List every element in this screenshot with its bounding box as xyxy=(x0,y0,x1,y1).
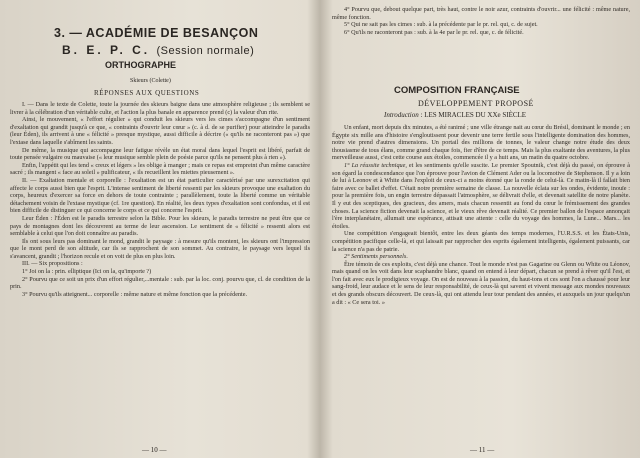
section-paragraph xyxy=(332,230,630,253)
heading-session: (Session normale) xyxy=(156,45,255,57)
section-text: . xyxy=(406,253,408,261)
intro-title: : LES MIRACLES DU XXe SIÈCLE xyxy=(418,111,527,119)
heading-developpement: DÉVELOPPEMENT PROPOSÉ xyxy=(418,99,534,108)
proposition-item: 5° Qui ne sait pas les cimes : sub. à la précédente par le pr. rel. qui, c. de sujet. xyxy=(344,21,538,29)
paragraph: Enfin, l'appétit qui les tend « creux et légers » les oblige à manger ; mais ce repas est empreint d'un même caractère sacré ; ils mangent « face au soleil » pulificateur, « ils recueillent les miettes pieusement ». xyxy=(10,161,310,177)
section-text: Une compétition s'engageait bientôt, entre les deux géants des temps modernes, l'U.R.S.S. et les États-Unis, compétition pacifique celle-là, et qui laissait par rapprocher des esprits également intelligents, également puissants, car la science n'a pas de patrie. xyxy=(332,230,630,253)
right-body xyxy=(332,124,630,306)
paragraph: Ils ont sous leurs pas dominant le mond, grandit le paysage : à mesure qu'ils montent, les skieurs ont l'impression que le mont perd de son altitude, car ils se rapprochent de son sommet. Au contraire, le paysage vers lequel ils s'avancent, grandit ; l'horizon recule et on voit de plus en plus loin. xyxy=(10,237,310,260)
heading-bepc-label: B. E. P. C. xyxy=(62,43,151,57)
paragraph: Leur Éden : l'Éden est le paradis terrestre selon la Bible. Pour les skieurs, le paradis terrestre ne peut être que ce pays de montagnes dont les découvrent au terme de leur ascension. Le sentiment de « félicité » ressenti alors est semblable à celui que l'on doit connaître au paradis. xyxy=(10,214,310,238)
section-label: 1° La réussite technique xyxy=(344,161,406,169)
section-three-title: III. — Six propositions : xyxy=(22,260,83,268)
section-paragraph xyxy=(332,162,630,230)
intro-paragraph: Un enfant, mort depuis dix minutes, a été ranimé ; une ville étrange nait au cœur du Brésil, dominant le monde ; en Égypte six mille ans d'histoire s'engloutissent pour devenir une terre fertile sous l'intelligente domination des hommes, notre vie prend d'autres dimensions. Un portail des millions de tonnes, le valeur change notre étude des deux thousiasme de tous élans, comme grand chaque fois, fier d'être de ce temps. Mais la plus exaltante des aventures, la plus merveilleuse aussi, c'est cette course aux étoiles, commencée il y a huit ans, un matin du quatre octobre. xyxy=(332,124,630,162)
section-text: , et les sentiments qu'elle suscite. Le premier Spoutnik, c'est déjà du passé, on éprouve à son égard la condescendance que l'on éprouve pour l'avion de Clément Ader ou la locomotive de Stephenson. Il y a loin de lui à Leonov et à White dans l'exploit de ceux-ci a moins étonné que la ronde de celui-là. Ce matin-là il fallait bien faire avec ce ballet d'effet. C'était notre première semaine de classe. La nouvelle éclata sur les ondes, évidente, inouïe : pour la première fois, un engin terrestre dépassait l'atmosphère, se délivrait d'elle, et devenait satellite de notre planète. Il y eut des sceptiques, des gracieux, des amers, mais chacun ressentit au fond du cœur le frémissement des grandes choses. La science fiction devenait la science, et le vieux rêve devenait réalité. Ce premier ballon de l'espace annonçait l'ère interplanétaire, allumait une espérance, attisait une attente : celle du voyage des hommes, la Lune... Mars... les étoiles. xyxy=(332,161,630,230)
proposition-item: 2° Pourvu que ce soit un prix d'un effort régulier,...mentale : sub. par la loc. conj. pourvu que, cl. de condition de la prin. xyxy=(10,275,310,291)
heading-introduction xyxy=(384,111,526,119)
section-label: 2° Sentiments personnels xyxy=(344,253,407,261)
section-text: Être témoin de ces exploits, c'est déjà une chance. Tout le monde n'est pas Gagarine ou Glenn ou White ou Léonov, mais quand on les voit dans leur scaphandre blanc, quand on entend à leur départ, chacun se prend à rêver qu'il l'est, et l'on fait avec eux le prodigieux voyage. On est de nouveau à la passion, du haut-tons et ces sont l'on a chaussé pour leur sang-froid, leur audace et le sens de leur responsabilité, de ceux-là qui savent et vivent message aux mondes nouveaux et des grands obscurs découvert. De ceux-là, qui ont attendu leur tour pendant des années, et auxquels un jour quelqu'un a dit : « Ce sera toi. » xyxy=(332,260,630,306)
heading-bepc xyxy=(62,43,254,57)
propositions-continued xyxy=(332,6,630,36)
proposition-item: 4° Pourvu que, debout quelque part, très haut, contre le noir azur, contraints d'ouvrir... une félicité : même nature, même fonction. xyxy=(332,6,630,21)
heading-composition: COMPOSITION FRANÇAISE xyxy=(394,85,520,96)
paragraph: De même, la musique qui accompagne leur fatigue révèle un état moral dans lequel l'esprit est libéré, parfait de toute pensée vulgaire ou mauvaise (« leur musique semble plein de poésie parce qu'ils ne pensent plus à rien »). xyxy=(10,146,310,162)
paragraph: II. — Exaltation mentale et corporelle : l'exaltation est un état particulier caractérisé par une surexcitation qui affecte le corps aussi bien que l'esprit. L'intense sentiment de liberté ressenti par les skieurs provoque une exaltation du corps, heureux d'exercer sa force en dehors de toute contrainte ; parallèlement, toute la liberté comme un véritable détachement voisin de l'extase mystique (cf. 1re question). En réalité, les deux types d'exaltation sont confondus, et il est bien difficile de distinguer ce qui concerne le corps et ce qui concerne l'esprit. xyxy=(10,176,310,215)
heading-academie: 3. — ACADÉMIE DE BESANÇON xyxy=(54,26,259,40)
page-number-right: — 11 — xyxy=(470,446,495,454)
paragraph: Ainsi, le mouvement, « l'effort régulier » qui conduit les skieurs vers les cimes s'accompagne d'un sentiment d'exaltation qui grandit jusqu'à ce que, « contraints d'ouvrir leur cœur » (c. à d. de se purifier) pour atteindre le paradis (leur Éden), ils arrivent à une « félicité » presque mystique, aussi difficile à décrire (« qu'ils ne raconteront pas ») que l'extase dans laquelle s'abîment les saints. xyxy=(10,116,310,146)
section-paragraph xyxy=(332,253,630,261)
subheading-skieurs: Skieurs (Colette) xyxy=(130,78,171,84)
proposition-item: 3° Pourvu qu'ils atteignent... corporelle : même nature et même fonction que la précédente. xyxy=(22,290,248,298)
page-number-left: — 10 — xyxy=(142,446,167,454)
left-page xyxy=(10,0,310,458)
proposition-item: 6° Qu'ils ne raconteront pas : sub. à la 4e par le pr. rel. que, c. de félicité. xyxy=(344,28,524,36)
paragraph: I. — Dans le texte de Colette, toute la journée des skieurs baigne dans une atmosphère religieuse ; ils semblent se livrer à la célébration d'un véritable culte, et l'action la plus banale en apparence prend (c) la valeur d'un rite. xyxy=(10,101,310,116)
proposition-item: 1° Joi on la : prin. elliptique (Ici on la, qu'importe ?) xyxy=(22,268,152,276)
heading-reponses: RÉPONSES AUX QUESTIONS xyxy=(94,89,200,97)
right-page xyxy=(332,0,630,458)
section-paragraph xyxy=(332,261,630,307)
intro-label: Introduction xyxy=(384,111,419,119)
heading-orthographe: ORTHOGRAPHE xyxy=(105,60,177,70)
left-body xyxy=(10,101,310,298)
